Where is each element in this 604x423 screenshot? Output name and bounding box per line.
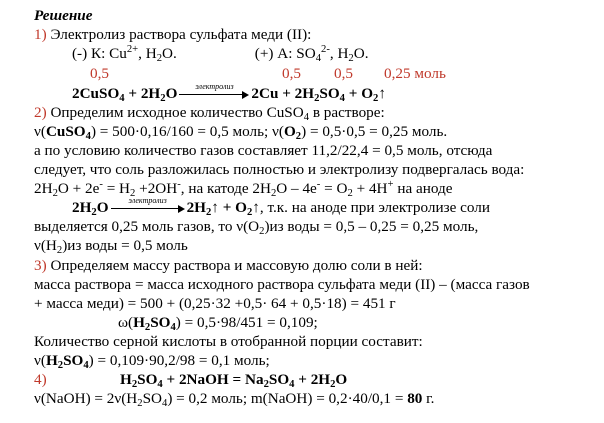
step-1-title: 1) Электролиз раствора сульфата меди (II): <box>34 26 312 43</box>
solution-heading: Решение <box>34 7 93 24</box>
neutralization-equation: $H_2SO_4$ + 2NaOH = $Na_2SO_4 + 2H_2O$ <box>120 371 348 390</box>
step-2-line-hydrogen: $\nu(H_2)из$ воды = 0,5 моль <box>34 237 188 256</box>
anode-label: (+) А: SO <box>254 45 316 62</box>
amount-o2: 0,25 моль <box>384 65 446 82</box>
step-3-title: 3) Определяем массу раствора и массовую долю соли в ней: <box>34 257 423 274</box>
amount-cu: 0,5 <box>282 65 301 82</box>
step-2-line-conclusion: следует, что соль разложилась полностью и электролизу подвергалась вода: <box>34 161 525 178</box>
cathode-label: (-) К: Cu <box>72 45 127 62</box>
step-2-line-amounts: ν(CuSO$_4$) = 500·0,16/160 = 0,5 моль; $\nu(O_2) = 0,5\cdot 0,5 = 0,25$ моль. <box>34 123 448 142</box>
final-answer-value: 80 <box>407 390 423 407</box>
amount-h2so4-portion: $\nu(H_2SO_4) = 0,109\cdot 90,2/98 = 0,1$ моль; <box>34 352 270 371</box>
half-reactions: $2H_2O + 2e^- = H_2 +2OH^-$, на катоде $2H_2O - 4e^- = O_2 + 4H^+$ на аноде <box>34 179 453 199</box>
electrolysis-equation: 2CuSO$_4$ + $2H_2O$ электролиз $2Cu + 2H_2SO_4$ + $O_2↑$ <box>72 82 386 104</box>
mass-fraction-h2so4: $\omega(H_2SO_4) = 0,5\cdot 98/451 = 0,109$; <box>118 314 318 333</box>
step-3-line-mass-calc: + масса меди) = 500 + (0,25·32 +0,5· 64 + 0,5·18) = 451 г <box>34 295 396 312</box>
amount-cuso4: 0,5 <box>90 65 109 82</box>
water-electrolysis-equation: $2H_2O$ электролиз $2H_2↑$ + $O_2↑$, т.к. на аноде при электролизе соли <box>72 196 490 218</box>
step-3-number: 3) <box>34 257 47 274</box>
step-3-line-mass: масса раствора = масса исходного раствора сульфата меди (II) – (масса газов <box>34 276 530 293</box>
step-2-line-oxygen: выделяется 0,25 моль газов, то $\nu(O_2)из$ воды = 0,5 – 0,25 = 0,25 моль, <box>34 218 479 237</box>
step-2-title: 2) Определим исходное количество CuSO$_4$ в растворе: <box>34 104 385 123</box>
step-2-number: 2) <box>34 104 47 121</box>
step-4-final-answer: ν(NaOH) = $2\nu(H_2SO_4) = 0,2$ моль; m(NaOH) = 0,2·40/0,1 = 80 г. <box>34 390 435 409</box>
electrode-processes: (-) К: $Cu^{2+}$, $H_2O$. (+) А: $SO_4^{2-}$, $H_2O$. <box>72 44 369 64</box>
step-4-number: 4) <box>34 371 47 388</box>
step-3-line-acid-portion: Количество серной кислоты в отобранной порции составит: <box>34 333 423 350</box>
step-1-number: 1) <box>34 26 47 43</box>
reaction-arrow-icon: электролиз <box>179 86 249 100</box>
reaction-arrow-icon: электролиз <box>111 200 185 214</box>
step-2-line-gases: а по условию количество газов составляет 11,2/22,4 = 0,5 моль, отсюда <box>34 142 493 159</box>
amount-h2so4: 0,5 <box>334 65 353 82</box>
